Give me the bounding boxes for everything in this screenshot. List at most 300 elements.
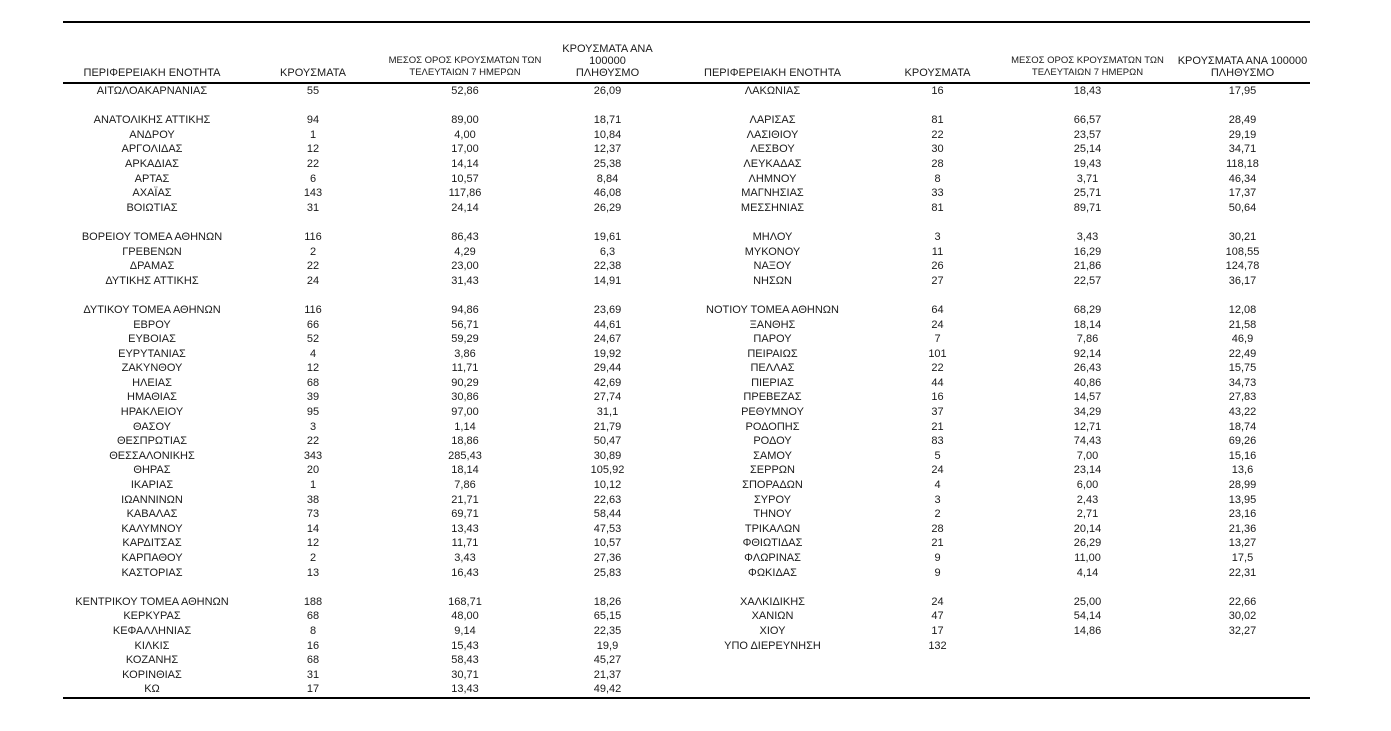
cases-cell-right: 21 xyxy=(931,537,944,550)
region-cell-left: ΘΕΣΣΑΛΟΝΙΚΗΣ xyxy=(109,449,195,462)
cases-cell-right: 2 xyxy=(934,508,941,521)
header-label-line2: ΤΕΛΕΥΤΑΙΩΝ 7 ΗΜΕΡΩΝ xyxy=(409,67,521,78)
table-row xyxy=(63,157,1310,172)
region-cell-left: ΘΕΣΠΡΩΤΙΑΣ xyxy=(116,435,188,448)
per100k-cell-right xyxy=(1175,99,1310,114)
header-label: ΠΕΡΙΦΕΡΕΙΑΚΗ ΕΝΟΤΗΤΑ xyxy=(704,67,841,79)
avg7-cell-right: 25,14 xyxy=(1073,143,1102,156)
per100k-cell-right: 13,27 xyxy=(1228,537,1257,550)
spacer-row xyxy=(63,580,1310,595)
per100k-cell-right: 15,75 xyxy=(1228,362,1257,375)
avg7-cell-left: 9,14 xyxy=(454,624,476,637)
per100k-cell-left: 49,42 xyxy=(593,683,622,696)
region-cell-left: ΑΧΑΪΑΣ xyxy=(132,187,172,200)
region-cell-left: ΚΩ xyxy=(144,683,160,696)
avg7-cell-left: 90,29 xyxy=(451,376,479,389)
avg7-cell-left: 285,43 xyxy=(448,449,482,462)
region-cell-right: ΠΕΛΛΑΣ xyxy=(750,362,795,375)
region-cell-right xyxy=(670,288,875,303)
avg7-cell-right xyxy=(1000,682,1175,698)
per100k-cell-right: 108,55 xyxy=(1225,245,1260,258)
table-row xyxy=(63,522,1310,537)
cases-cell-right: 17 xyxy=(931,624,944,637)
cases-cell-right: 9 xyxy=(934,552,941,564)
per100k-cell-right: 32,27 xyxy=(1228,624,1257,637)
cases-cell-right: 11 xyxy=(931,245,944,258)
avg7-cell-right: 3,43 xyxy=(1076,230,1099,243)
table-row xyxy=(63,303,1310,318)
region-cell-right: ΜΕΣΣΗΝΙΑΣ xyxy=(740,201,805,214)
avg7-cell-right: 2,71 xyxy=(1076,508,1099,521)
per100k-cell-right: 13,95 xyxy=(1228,493,1257,506)
per100k-cell-right: 34,71 xyxy=(1228,143,1257,156)
region-cell-right: ΣΑΜΟΥ xyxy=(753,449,792,462)
per100k-cell-left: 29,44 xyxy=(593,362,622,375)
cases-cell-left: 13 xyxy=(306,566,320,579)
cases-cell-left xyxy=(241,580,385,595)
region-cell-left: ΑΡΤΑΣ xyxy=(134,172,170,185)
avg7-cell-left: 4,29 xyxy=(454,245,476,258)
per100k-cell-right xyxy=(1175,639,1310,654)
header-label-line1: ΜΕΣΟΣ ΟΡΟΣ ΚΡΟΥΣΜΑΤΩΝ ΤΩΝ xyxy=(1011,55,1164,66)
region-cell-right: ΡΕΘΥΜΝΟΥ xyxy=(741,406,804,419)
region-cell-left: ΗΜΑΘΙΑΣ xyxy=(127,391,177,404)
avg7-cell-right: 6,00 xyxy=(1076,479,1099,492)
cases-cell-left xyxy=(241,99,385,114)
region-cell-left: ΙΚΑΡΙΑΣ xyxy=(130,479,174,492)
region-cell-right: ΥΠΟ ΔΙΕΡΕΥΝΗΣΗ xyxy=(724,639,821,652)
region-cell-left: ΕΥΡΥΤΑΝΙΑΣ xyxy=(118,347,186,360)
avg7-cell-right: 2,43 xyxy=(1076,493,1099,506)
cases-cell-left: 22 xyxy=(306,435,320,448)
table-row xyxy=(63,361,1310,376)
per100k-cell-right xyxy=(1175,682,1310,698)
avg7-cell-right xyxy=(1000,668,1175,683)
table-row xyxy=(63,230,1310,245)
per100k-cell-right: 118,18 xyxy=(1226,157,1259,170)
per100k-cell-left: 25,83 xyxy=(593,566,622,579)
table-row xyxy=(63,347,1310,362)
region-cell-left xyxy=(63,215,241,230)
table-row xyxy=(63,172,1310,187)
avg7-cell-left: 97,00 xyxy=(451,406,479,419)
table-row xyxy=(63,113,1310,128)
cases-cell-left: 4 xyxy=(309,347,317,360)
per100k-cell-right xyxy=(1175,668,1310,683)
cases-cell-right: 47 xyxy=(931,610,944,623)
avg7-cell-left: 7,86 xyxy=(454,479,476,492)
per100k-cell-left: 10,57 xyxy=(593,537,622,550)
per100k-cell-left: 19,61 xyxy=(593,230,622,243)
cases-cell-left: 52 xyxy=(306,333,320,346)
region-cell-left: ΚΟΡΙΝΘΙΑΣ xyxy=(122,668,182,681)
table-row xyxy=(63,201,1310,216)
cases-cell-left: 31 xyxy=(306,668,320,681)
cases-cell-left xyxy=(241,288,385,303)
region-cell-right: ΦΛΩΡΙΝΑΣ xyxy=(744,552,801,564)
region-cell-right xyxy=(670,668,875,683)
table-row xyxy=(63,478,1310,493)
per100k-cell-right: 124,78 xyxy=(1225,260,1260,273)
per100k-cell-left: 14,91 xyxy=(593,274,622,287)
cases-cell-right: 22 xyxy=(931,362,944,375)
cases-cell-left: 20 xyxy=(306,464,320,477)
region-cell-right: ΞΑΝΘΗΣ xyxy=(749,318,796,331)
avg7-cell-left: 52,86 xyxy=(451,85,479,97)
per100k-cell-right: 30,02 xyxy=(1228,610,1257,623)
per100k-cell-right: 46,9 xyxy=(1231,333,1254,346)
per100k-cell-right: 22,31 xyxy=(1228,566,1257,579)
cases-cell-right xyxy=(875,288,1000,303)
table-row xyxy=(63,463,1310,478)
region-cell-left: ΑΡΓΟΛΙΔΑΣ xyxy=(121,143,183,156)
avg7-cell-right: 54,14 xyxy=(1073,610,1102,623)
cases-cell-right: 28 xyxy=(931,157,944,170)
header-label-line1: ΚΡΟΥΣΜΑΤΑ ΑΝΑ 100000 xyxy=(562,43,653,67)
cases-cell-left: 14 xyxy=(306,522,320,535)
region-cell-left: ΓΡΕΒΕΝΩΝ xyxy=(122,245,182,258)
per100k-cell-left: 30,89 xyxy=(593,449,622,462)
cases-cell-left xyxy=(241,215,385,230)
per100k-cell-left xyxy=(545,99,670,114)
per100k-cell-left: 21,37 xyxy=(593,668,622,681)
avg7-cell-right xyxy=(1000,215,1175,230)
cases-cell-right: 132 xyxy=(928,639,947,652)
cases-cell-right: 4 xyxy=(934,479,941,492)
avg7-cell-left: 89,00 xyxy=(451,114,479,127)
region-cell-right: ΛΑΡΙΣΑΣ xyxy=(749,114,796,127)
per100k-cell-left: 46,08 xyxy=(593,187,622,200)
region-cell-left: ΚΟΖΑΝΗΣ xyxy=(125,654,179,667)
cases-cell-left: 24 xyxy=(306,274,320,287)
avg7-cell-right: 26,43 xyxy=(1073,362,1102,375)
region-cell-right: ΛΗΜΝΟΥ xyxy=(748,172,797,185)
avg7-cell-left: 94,86 xyxy=(451,303,479,316)
header-cases-left xyxy=(241,22,385,83)
avg7-cell-right: 34,29 xyxy=(1073,406,1102,419)
cases-cell-right: 64 xyxy=(931,303,944,316)
cases-cell-right: 44 xyxy=(931,376,944,389)
regional-cases-table-wrap xyxy=(63,21,1310,699)
per100k-cell-left: 27,74 xyxy=(593,391,622,404)
per100k-cell-left: 65,15 xyxy=(593,610,622,623)
cases-cell-right: 3 xyxy=(934,493,941,506)
cases-cell-right xyxy=(875,682,1000,698)
per100k-cell-left: 18,71 xyxy=(593,114,622,127)
avg7-cell-right: 25,00 xyxy=(1073,595,1102,608)
avg7-cell-left: 24,14 xyxy=(451,201,479,214)
avg7-cell-left: 4,00 xyxy=(454,128,476,141)
cases-cell-right: 24 xyxy=(931,464,944,477)
table-row xyxy=(63,609,1310,624)
per100k-cell-right: 29,19 xyxy=(1228,128,1257,141)
per100k-cell-right: 21,58 xyxy=(1228,318,1257,331)
header-label-line2: ΤΕΛΕΥΤΑΙΩΝ 7 ΗΜΕΡΩΝ xyxy=(1031,67,1144,78)
header-region-left xyxy=(63,22,241,83)
region-cell-right: ΣΠΟΡΑΔΩΝ xyxy=(742,479,803,492)
table-row xyxy=(63,551,1310,566)
cases-cell-left: 94 xyxy=(306,114,320,127)
cases-cell-left: 38 xyxy=(306,493,320,506)
per100k-cell-left: 26,29 xyxy=(593,201,622,214)
avg7-cell-left xyxy=(385,288,545,303)
region-cell-right: ΛΕΥΚΑΔΑΣ xyxy=(743,157,802,170)
region-cell-left: ΚΙΛΚΙΣ xyxy=(134,639,170,652)
region-cell-right: ΦΘΙΩΤΙΔΑΣ xyxy=(742,537,803,550)
avg7-cell-left: 18,86 xyxy=(451,435,479,448)
avg7-cell-right xyxy=(1000,653,1175,668)
per100k-cell-right: 27,83 xyxy=(1228,391,1257,404)
per100k-cell-left: 47,53 xyxy=(593,522,622,535)
header-label-line2: ΠΛΗΘΥΣΜΟ xyxy=(575,67,640,79)
table-row xyxy=(63,507,1310,522)
cases-cell-left: 2 xyxy=(309,245,317,258)
per100k-cell-left: 6,3 xyxy=(599,245,616,258)
avg7-cell-right: 11,00 xyxy=(1074,552,1101,564)
cases-cell-left: 22 xyxy=(306,157,320,170)
avg7-cell-left: 1,14 xyxy=(454,420,476,433)
cases-cell-right xyxy=(875,215,1000,230)
region-cell-right xyxy=(670,653,875,668)
per100k-cell-right: 22,66 xyxy=(1228,595,1257,608)
avg7-cell-left: 13,43 xyxy=(451,522,479,535)
per100k-cell-left: 22,63 xyxy=(593,493,622,506)
cases-cell-right: 26 xyxy=(931,260,944,273)
regional-cases-table xyxy=(63,21,1310,699)
per100k-cell-right: 17,37 xyxy=(1228,187,1257,200)
region-cell-right: ΧΙΟΥ xyxy=(759,624,786,637)
avg7-cell-left: 58,43 xyxy=(451,654,479,667)
region-cell-right: ΛΑΚΩΝΙΑΣ xyxy=(744,85,801,97)
table-row xyxy=(63,536,1310,551)
region-cell-left: ΚΑΣΤΟΡΙΑΣ xyxy=(121,566,183,579)
table-row xyxy=(63,624,1310,639)
region-cell-left: ΔΡΑΜΑΣ xyxy=(129,260,175,273)
per100k-cell-right: 15,16 xyxy=(1228,449,1257,462)
table-row xyxy=(63,186,1310,201)
avg7-cell-right: 7,86 xyxy=(1076,333,1099,346)
cases-cell-right: 8 xyxy=(934,172,941,185)
table-row xyxy=(63,449,1310,464)
avg7-cell-right: 19,43 xyxy=(1073,157,1102,170)
per100k-cell-right: 12,08 xyxy=(1228,303,1257,316)
region-cell-left: ΘΑΣΟΥ xyxy=(132,420,172,433)
region-cell-left: ΑΙΤΩΛΟΑΚΑΡΝΑΝΙΑΣ xyxy=(96,85,208,97)
region-cell-left: ΔΥΤΙΚΟΥ ΤΟΜΕΑ ΑΘΗΝΩΝ xyxy=(83,303,221,316)
avg7-cell-right: 74,43 xyxy=(1073,435,1102,448)
avg7-cell-left: 14,14 xyxy=(451,157,479,170)
avg7-cell-left: 17,00 xyxy=(451,143,479,156)
cases-cell-right: 27 xyxy=(931,274,944,287)
region-cell-right: ΡΟΔΟΠΗΣ xyxy=(745,420,800,433)
per100k-cell-right: 69,26 xyxy=(1228,435,1257,448)
avg7-cell-right: 92,14 xyxy=(1073,347,1102,360)
region-cell-left: ΕΥΒΟΙΑΣ xyxy=(128,333,176,346)
table-row xyxy=(63,420,1310,435)
per100k-cell-right: 36,17 xyxy=(1228,274,1257,287)
table-row xyxy=(63,259,1310,274)
table-row xyxy=(63,142,1310,157)
avg7-cell-left: 13,43 xyxy=(451,683,479,696)
table-row xyxy=(63,434,1310,449)
avg7-cell-left: 3,86 xyxy=(454,347,476,360)
avg7-cell-left: 117,86 xyxy=(448,187,482,200)
avg7-cell-right: 25,71 xyxy=(1073,187,1102,200)
avg7-cell-right: 89,71 xyxy=(1073,201,1102,214)
region-cell-left: ΚΑΡΠΑΘΟΥ xyxy=(121,552,183,564)
avg7-cell-left xyxy=(385,99,545,114)
per100k-cell-left: 25,38 xyxy=(593,157,622,170)
region-cell-right: ΝΑΞΟΥ xyxy=(753,260,792,273)
avg7-cell-left: 69,71 xyxy=(451,508,479,521)
region-cell-right: ΛΑΣΙΘΙΟΥ xyxy=(746,128,799,141)
avg7-cell-right: 40,86 xyxy=(1073,376,1102,389)
cases-cell-right: 21 xyxy=(931,420,944,433)
per100k-cell-left: 22,38 xyxy=(593,260,622,273)
cases-cell-left: 8 xyxy=(309,624,317,637)
cases-cell-left: 39 xyxy=(306,391,320,404)
cases-cell-right xyxy=(875,653,1000,668)
table-row xyxy=(63,595,1310,610)
per100k-cell-left: 8,84 xyxy=(596,172,619,185)
per100k-cell-left: 50,47 xyxy=(593,435,622,448)
header-per100k-left xyxy=(545,22,670,83)
region-cell-right xyxy=(670,580,875,595)
avg7-cell-right: 12,71 xyxy=(1073,420,1102,433)
avg7-cell-right: 18,43 xyxy=(1073,85,1102,97)
per100k-cell-left: 42,69 xyxy=(593,376,622,389)
avg7-cell-left: 16,43 xyxy=(451,566,479,579)
per100k-cell-right: 50,64 xyxy=(1228,201,1257,214)
cases-cell-left: 343 xyxy=(303,449,323,462)
cases-cell-left: 68 xyxy=(306,376,320,389)
per100k-cell-left xyxy=(545,580,670,595)
cases-cell-left: 6 xyxy=(309,172,317,185)
region-cell-right: ΣΥΡΟΥ xyxy=(753,493,791,506)
table-row xyxy=(63,274,1310,289)
region-cell-right: ΧΑΝΙΩΝ xyxy=(751,610,794,623)
region-cell-right: ΠΕΙΡΑΙΩΣ xyxy=(747,347,798,360)
header-avg7-right xyxy=(1000,22,1175,83)
cases-cell-left: 143 xyxy=(303,187,323,200)
region-cell-right: ΜΗΛΟΥ xyxy=(752,230,793,243)
region-cell-right xyxy=(670,682,875,698)
per100k-cell-left: 12,37 xyxy=(593,143,622,156)
avg7-cell-right: 22,57 xyxy=(1073,274,1102,287)
cases-cell-left: 31 xyxy=(306,201,320,214)
region-cell-right: ΝΟΤΙΟΥ ΤΟΜΕΑ ΑΘΗΝΩΝ xyxy=(706,303,839,316)
cases-cell-left: 3 xyxy=(309,420,317,433)
table-row xyxy=(63,318,1310,333)
region-cell-left: ΙΩΑΝΝΙΝΩΝ xyxy=(121,493,183,506)
cases-cell-right: 7 xyxy=(934,333,941,346)
per100k-cell-left: 44,61 xyxy=(593,318,622,331)
cases-cell-right: 81 xyxy=(931,114,944,127)
cases-cell-right: 101 xyxy=(928,347,947,360)
table-row xyxy=(63,390,1310,405)
cases-cell-left: 2 xyxy=(309,552,317,564)
region-cell-left: ΕΒΡΟΥ xyxy=(133,318,171,331)
cases-cell-right: 37 xyxy=(931,406,944,419)
table-row xyxy=(63,376,1310,391)
per100k-cell-right xyxy=(1175,215,1310,230)
table-row xyxy=(63,405,1310,420)
avg7-cell-right: 14,86 xyxy=(1073,624,1102,637)
cases-cell-left: 12 xyxy=(306,362,320,375)
per100k-cell-right: 28,99 xyxy=(1228,479,1257,492)
per100k-cell-right: 30,21 xyxy=(1228,230,1257,243)
per100k-cell-left: 26,09 xyxy=(593,85,622,97)
region-cell-right xyxy=(670,99,875,114)
avg7-cell-left: 86,43 xyxy=(451,230,479,243)
cases-cell-right xyxy=(875,99,1000,114)
cases-cell-right: 16 xyxy=(931,391,944,404)
avg7-cell-right xyxy=(1000,639,1175,654)
table-row xyxy=(63,128,1310,143)
header-label-line2: ΠΛΗΘΥΣΜΟ xyxy=(1210,67,1275,79)
region-cell-right: ΣΕΡΡΩΝ xyxy=(750,464,795,477)
cases-cell-left: 17 xyxy=(306,683,320,696)
avg7-cell-left: 56,71 xyxy=(451,318,479,331)
per100k-cell-left: 31,1 xyxy=(596,406,619,419)
region-cell-left: ΚΕΡΚΥΡΑΣ xyxy=(123,610,181,623)
per100k-cell-right: 43,22 xyxy=(1228,406,1257,419)
header-label: ΚΡΟΥΣΜΑΤΑ xyxy=(280,67,346,79)
region-cell-left: ΒΟΙΩΤΙΑΣ xyxy=(126,201,178,214)
table-body xyxy=(63,83,1310,698)
region-cell-left: ΚΕΝΤΡΙΚΟΥ ΤΟΜΕΑ ΑΘΗΝΩΝ xyxy=(75,595,229,608)
per100k-cell-left: 10,12 xyxy=(593,479,622,492)
region-cell-left: ΒΟΡΕΙΟΥ ΤΟΜΕΑ ΑΘΗΝΩΝ xyxy=(81,230,223,243)
region-cell-right: ΜΑΓΝΗΣΙΑΣ xyxy=(741,187,804,200)
avg7-cell-left: 3,43 xyxy=(454,552,476,564)
table-row xyxy=(63,332,1310,347)
per100k-cell-right: 46,34 xyxy=(1228,172,1257,185)
cases-cell-left: 16 xyxy=(306,639,320,652)
spacer-row xyxy=(63,99,1310,114)
cases-cell-left: 68 xyxy=(306,654,320,667)
cases-cell-left: 73 xyxy=(306,508,320,521)
header-label-line1: ΚΡΟΥΣΜΑΤΑ ΑΝΑ 100000 xyxy=(1177,55,1308,67)
cases-cell-left: 12 xyxy=(306,143,320,156)
region-cell-right: ΝΗΣΩΝ xyxy=(753,274,792,287)
avg7-cell-right: 23,14 xyxy=(1073,464,1102,477)
avg7-cell-right: 20,14 xyxy=(1073,522,1102,535)
avg7-cell-right: 23,57 xyxy=(1073,128,1102,141)
per100k-cell-left: 27,36 xyxy=(593,552,622,564)
cases-cell-left: 1 xyxy=(309,479,317,492)
per100k-cell-left xyxy=(545,288,670,303)
cases-cell-right: 33 xyxy=(931,187,944,200)
region-cell-left: ΚΑΡΔΙΤΣΑΣ xyxy=(122,537,182,550)
avg7-cell-left: 11,71 xyxy=(451,537,479,550)
cases-cell-right: 28 xyxy=(931,522,944,535)
header-label: ΠΕΡΙΦΕΡΕΙΑΚΗ ΕΝΟΤΗΤΑ xyxy=(83,67,221,79)
region-cell-left: ΚΕΦΑΛΛΗΝΙΑΣ xyxy=(112,624,192,637)
avg7-cell-right: 21,86 xyxy=(1073,260,1102,273)
per100k-cell-right: 23,16 xyxy=(1228,508,1257,521)
cases-cell-right: 83 xyxy=(931,435,944,448)
table-row xyxy=(63,668,1310,683)
per100k-cell-left: 22,35 xyxy=(593,624,622,637)
region-cell-left: ΘΗΡΑΣ xyxy=(133,464,171,477)
avg7-cell-left: 15,43 xyxy=(451,639,479,652)
region-cell-right xyxy=(670,215,875,230)
region-cell-left: ΗΡΑΚΛΕΙΟΥ xyxy=(120,406,184,419)
region-cell-right: ΤΡΙΚΑΛΩΝ xyxy=(744,522,801,535)
region-cell-left: ΚΑΒΑΛΑΣ xyxy=(126,508,178,521)
cases-cell-left: 116 xyxy=(304,230,322,243)
